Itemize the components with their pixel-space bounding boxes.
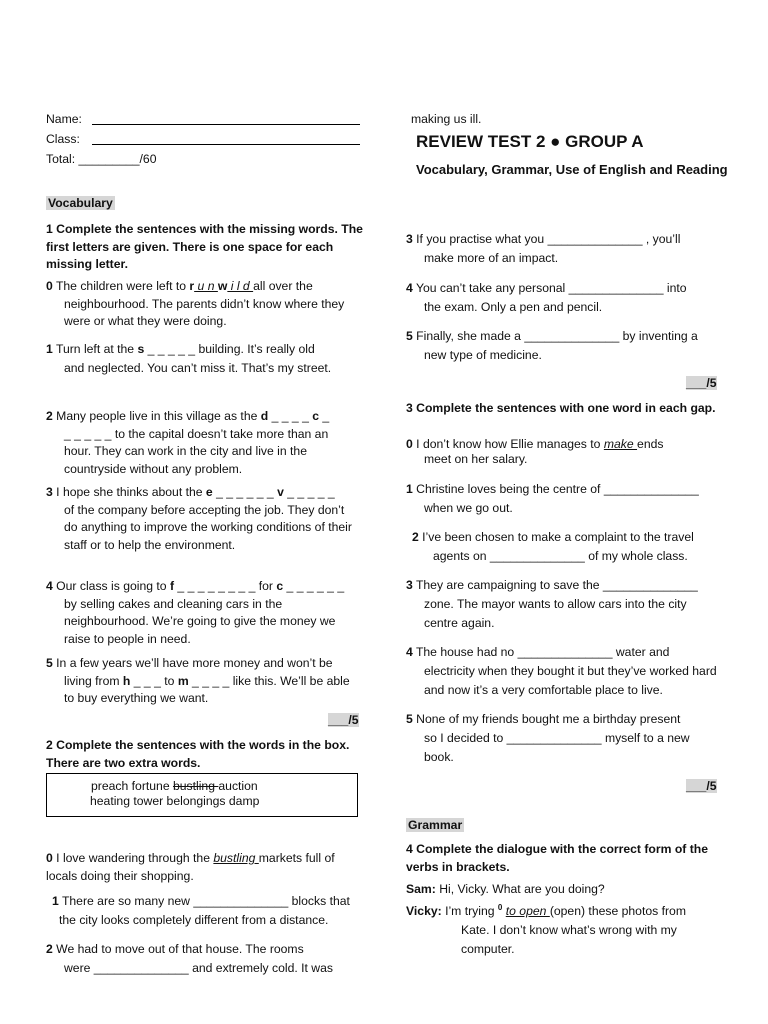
page-subtitle: Vocabulary, Grammar, Use of English and Reading xyxy=(416,162,728,177)
exercise-1-instructions: 1 Complete the sentences with the missing words. The first letters are given. There is one space for each missing letter. xyxy=(46,222,363,272)
word-box: preach fortune bustling auction heating tower belongings damp xyxy=(46,773,358,817)
ex1-item-0: 0 The children were left to r u n w i l d all over the neighbourhood. The parents didn’t know where they were or what they were doing. xyxy=(46,279,345,329)
exercise-4-instructions: 4 Complete the dialogue with the correct form of the verbs in brackets. xyxy=(406,842,709,874)
ex1-item-2: 2 Many people live in this village as the d _ _ _ _ c _ _ _ _ _ _ to the capital doesn’t take more than an hour. They can work in the city and live in the countryside without any problem. xyxy=(46,409,330,477)
section-vocabulary: Vocabulary xyxy=(48,196,113,210)
score-ex2: ___/5 xyxy=(686,376,717,390)
ex2-item-4: 4 You can’t take any personal ______________ into the exam. Only a pen and pencil. xyxy=(406,281,687,314)
class-field[interactable] xyxy=(92,144,360,145)
name-label: Name: xyxy=(46,112,82,126)
exercise-3-instructions: 3 Complete the sentences with one word in each gap. xyxy=(406,401,716,415)
dialogue-sam: Sam: Hi, Vicky. What are you doing? xyxy=(406,882,605,896)
ex1-item-5: 5 In a few years we’ll have more money and won’t be living from h _ _ _ to m _ _ _ _ like this. We’ll be able to buy everything we want. xyxy=(46,656,350,706)
class-label: Class: xyxy=(46,132,80,146)
ex2-item-0: 0 I love wandering through the bustling markets full of locals doing their shopping. xyxy=(46,851,335,883)
ex1-item-1: 1 Turn left at the s _ _ _ _ _ building. It’s really old and neglected. You can’t miss it. That’s my street. xyxy=(46,342,332,375)
ex3-item-4: 4 The house had no ______________ water and electricity when they bought it but they’ve worked hard and now it’s a very comfortable place to live. xyxy=(406,645,717,697)
ex1-item-4: 4 Our class is going to f _ _ _ _ _ _ _ _ for c _ _ _ _ _ _ by selling cakes and cleaning cars in the neighbourhood. We’re going to give the money we raise to people in need. xyxy=(46,579,345,647)
ex2-item-2: 2 We had to move out of that house. The rooms were ______________ and extremely cold. It was xyxy=(46,942,333,975)
score-ex1: ___/5 xyxy=(328,713,359,727)
section-grammar: Grammar xyxy=(408,818,463,832)
ex3-item-3: 3 They are campaigning to save the ______________ zone. The mayor wants to allow cars into the city centre again. xyxy=(406,578,698,630)
ex3-item-0: 0 I don’t know how Ellie manages to make ends meet on her salary. xyxy=(406,437,664,467)
page-title: REVIEW TEST 2 ● GROUP A xyxy=(416,132,644,151)
ex2-item-1: 1 There are so many new ______________ blocks that the city looks completely different from a distance. xyxy=(52,894,350,927)
ex3-item-2: 2 I’ve been chosen to make a complaint to the travel agents on ______________ of my whole class. xyxy=(412,530,694,563)
continuation-text: making us ill. xyxy=(411,112,482,126)
ex1-item-3: 3 I hope she thinks about the e _ _ _ _ _ _ v _ _ _ _ _ of the company before accepting the job. They don’t do anything to improve the working conditions of their staff or to help the environment. xyxy=(46,485,352,553)
exercise-2-instructions: 2 Complete the sentences with the words in the box. There are two extra words. xyxy=(46,738,350,770)
ex3-item-1: 1 Christine loves being the centre of ______________ when we go out. xyxy=(406,482,699,515)
score-ex3: ___/5 xyxy=(686,779,717,793)
total-row: Total: _________/60 xyxy=(46,152,157,166)
ex2-item-5: 5 Finally, she made a ______________ by inventing a new type of medicine. xyxy=(406,329,698,362)
ex3-item-5: 5 None of my friends bought me a birthday present so I decided to ______________ myself to a new book. xyxy=(406,712,690,764)
ex2-item-3: 3 If you practise what you ______________ , you’ll make more of an impact. xyxy=(406,232,681,265)
name-field[interactable] xyxy=(92,124,360,125)
dialogue-vicky: Vicky: I’m trying $^0$ to open (open) these photos from Kate. I don’t know what’s wrong with my computer. xyxy=(406,903,686,956)
